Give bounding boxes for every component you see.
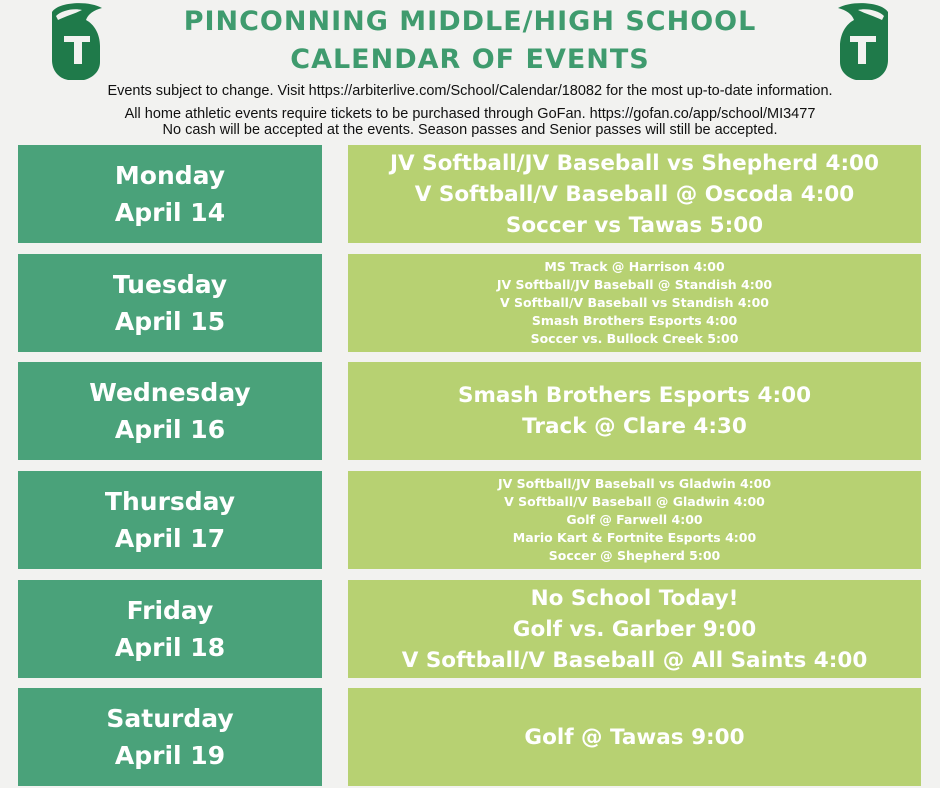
events-box (348, 362, 921, 460)
notice-calendar-link: Events subject to change. Visit https://arbiterlive.com/School/Calendar/18082 for the most up-to-date information. (107, 83, 833, 99)
schedule-row-saturday (0, 688, 940, 786)
event-item: JV Softball/JV Baseball vs Gladwin 4:00 (497, 476, 772, 491)
events-box (348, 471, 921, 569)
event-item: MS Track @ Harrison 4:00 (544, 259, 725, 274)
event-item: Track @ Clare 4:30 (522, 414, 747, 439)
page-title: PINCONNING MIDDLE/HIGH SCHOOL (183, 6, 757, 37)
day-box (18, 471, 322, 569)
event-item: V Softball/V Baseball vs Standish 4:00 (499, 295, 770, 310)
header (0, 0, 940, 145)
events-box (348, 688, 921, 786)
day-date: April 19 (114, 741, 226, 770)
schedule-row-monday (0, 145, 940, 243)
day-name: Monday (114, 161, 226, 190)
day-name: Friday (126, 596, 214, 625)
day-box (18, 362, 322, 460)
day-date: April 14 (114, 198, 226, 227)
day-name: Wednesday (89, 378, 251, 407)
events-box (348, 145, 921, 243)
events-box (348, 254, 921, 352)
schedule-row-thursday (0, 471, 940, 569)
day-box (18, 254, 322, 352)
day-date: April 15 (114, 307, 226, 336)
schedule-row-friday (0, 580, 940, 678)
event-item: Smash Brothers Esports 4:00 (531, 313, 738, 328)
event-item: No School Today! (530, 585, 739, 611)
day-name: Tuesday (112, 270, 228, 299)
event-item: Smash Brothers Esports 4:00 (457, 383, 812, 408)
schedule-row-wednesday (0, 362, 940, 460)
day-box (18, 688, 322, 786)
event-item: V Softball/V Baseball @ Gladwin 4:00 (504, 494, 765, 509)
schedule-row-tuesday (0, 254, 940, 352)
event-item: Golf @ Tawas 9:00 (524, 724, 745, 750)
events-box (348, 580, 921, 678)
page-subtitle: CALENDAR OF EVENTS (290, 44, 650, 75)
day-box (18, 145, 322, 243)
event-item: V Softball/V Baseball @ Oscoda 4:00 (414, 181, 855, 207)
day-box (18, 580, 322, 678)
event-item: Golf @ Farwell 4:00 (566, 512, 703, 527)
event-item: Mario Kart & Fortnite Esports 4:00 (512, 530, 757, 545)
event-item: JV Softball/JV Baseball vs Shepherd 4:00 (390, 150, 879, 176)
event-item: Soccer vs. Bullock Creek 5:00 (530, 331, 739, 346)
notice-cash: No cash will be accepted at the events. Season passes and Senior passes will still be accepted. (162, 122, 778, 138)
day-name: Saturday (106, 704, 234, 733)
event-item: V Softball/V Baseball @ All Saints 4:00 (401, 647, 868, 673)
day-name: Thursday (104, 487, 236, 516)
day-date: April 18 (114, 633, 226, 662)
notice-tickets: All home athletic events require tickets to be purchased through GoFan. https://gofan.co/app/school/MI3477 (124, 106, 816, 122)
event-item: JV Softball/JV Baseball @ Standish 4:00 (496, 277, 773, 292)
event-item: Soccer vs Tawas 5:00 (505, 212, 764, 238)
day-date: April 16 (114, 415, 226, 444)
event-item: Soccer @ Shepherd 5:00 (548, 548, 721, 563)
day-date: April 17 (114, 524, 226, 553)
event-item: Golf vs. Garber 9:00 (512, 616, 757, 642)
